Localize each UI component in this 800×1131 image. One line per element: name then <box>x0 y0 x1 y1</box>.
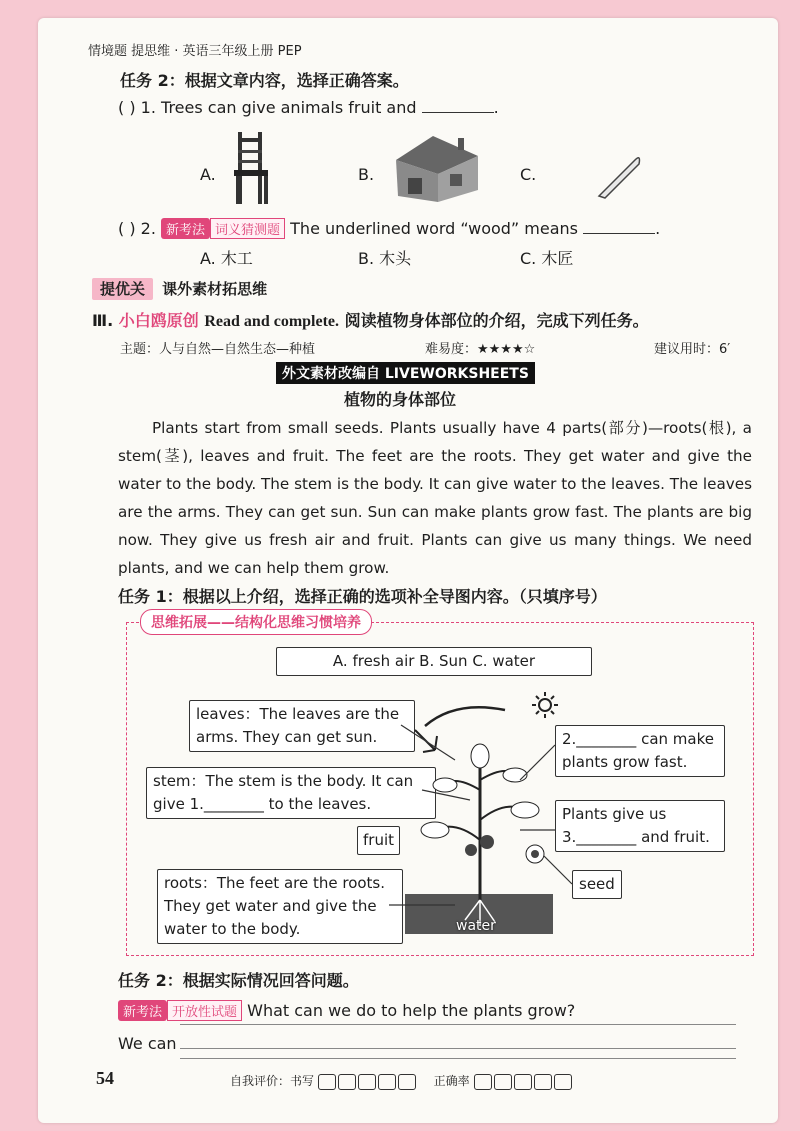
section3-cn: 阅读植物身体部位的介绍，完成下列任务。 <box>344 311 649 330</box>
q2-option-c[interactable]: C. 木匠 <box>520 249 574 268</box>
q2-option-b[interactable]: B. 木头 <box>358 249 412 268</box>
thumb-icon[interactable] <box>398 1074 416 1090</box>
plants-give-line1: Plants give us <box>562 805 667 823</box>
book-header: 情境题 提思维 · 英语三年级上册 PEP <box>88 44 302 59</box>
sun-effect-box[interactable]: 2.________ can make plants grow fast. <box>555 725 725 777</box>
section3-title: Read and complete. <box>204 313 340 330</box>
level-label: 提优关 <box>92 278 153 300</box>
q1-text: Trees can give animals fruit and <box>161 98 417 117</box>
q1-option-c[interactable]: C. <box>520 165 537 184</box>
brand-label: 小白鸥原创 <box>118 311 199 330</box>
word-guess-badge: 词义猜测题 <box>210 218 285 239</box>
thumb-icon[interactable] <box>358 1074 376 1090</box>
options-box: A. fresh air B. Sun C. water <box>276 647 592 676</box>
q1-option-b[interactable]: B. <box>358 165 375 184</box>
q2-end: . <box>655 219 661 238</box>
task2-title: 任务 2：根据文章内容，选择正确答案。 <box>120 71 409 90</box>
q2-option-a[interactable]: A. 木工 <box>200 249 253 268</box>
leaves-box: leaves：The leaves are the arms. They can get sun. <box>189 700 415 752</box>
answer-line-1[interactable] <box>180 1024 736 1025</box>
plants-give-line2[interactable]: 3.________ and fruit. <box>562 828 710 846</box>
level-title: 课外素材拓思维 <box>162 280 268 298</box>
open-question-text: What can we do to help the plants grow? <box>247 1001 576 1020</box>
article-title: 植物的身体部位 <box>343 390 456 409</box>
thumb-icon[interactable] <box>534 1074 552 1090</box>
difficulty-text: 难易度：★★★★☆ <box>425 342 536 357</box>
self-eval <box>230 1072 574 1090</box>
new-method-badge: 新考法 <box>161 218 210 239</box>
thumb-icon[interactable] <box>378 1074 396 1090</box>
thumb-icon[interactable] <box>474 1074 492 1090</box>
theme-text: 主题：人与自然—自然生态—种植 <box>120 342 316 357</box>
thumb-icon[interactable] <box>338 1074 356 1090</box>
open-question-badge: 开放性试题 <box>167 1000 242 1021</box>
thumb-icon[interactable] <box>554 1074 572 1090</box>
q1-answer-paren[interactable]: ( ) <box>118 98 136 117</box>
fruit-label: fruit <box>357 826 400 855</box>
water-label: water <box>456 918 496 934</box>
open-question-row <box>118 1000 575 1021</box>
source-banner: 外文素材改编自 LIVEWORKSHEETS <box>276 362 535 384</box>
answer-line-3[interactable] <box>180 1058 736 1059</box>
q2-text: The underlined word “wood” means <box>290 219 579 238</box>
roots-box: roots：The feet are the roots. They get water and give the water to the body. <box>157 869 403 944</box>
task2-bottom-title: 任务 2：根据实际情况回答问题。 <box>118 971 359 990</box>
q1-option-a[interactable]: A. <box>200 165 216 184</box>
q2-answer-paren[interactable]: ( ) <box>118 219 136 238</box>
stem-line2[interactable]: give 1.________ to the leaves. <box>153 795 372 813</box>
q2-number: 2. <box>140 219 156 238</box>
mindmap-banner: 思维拓展——结构化思维习惯培养 <box>140 609 372 635</box>
time-text: 建议用时：6′ <box>654 342 731 357</box>
thumb-icon[interactable] <box>318 1074 336 1090</box>
section3-num: Ⅲ. <box>92 311 114 330</box>
seed-label: seed <box>572 870 622 899</box>
q1-end: . <box>493 98 499 117</box>
task1-title: 任务 1：根据以上介绍，选择正确的选项补全导图内容。（只填序号） <box>118 587 607 606</box>
article-body: Plants start from small seeds. Plants usually have 4 parts(部分)—roots(根), a stem(茎), leaves and fruit. The feet are the roots. They get water and give the water to the body. The stem is the body. It can give water to the leaves. The leaves are the arms. They can get sun. Sun can make plants grow fast. The plants are big now. They give us fresh air and fruit. Plants can give us many things. We need plants, and we can help them grow. <box>118 419 752 577</box>
accuracy-label: 正确率 <box>433 1074 470 1088</box>
thumb-icon[interactable] <box>494 1074 512 1090</box>
self-eval-label: 自我评价：书写 <box>230 1074 315 1088</box>
q1-number: 1. <box>140 98 156 117</box>
page-number: 54 <box>96 1068 114 1088</box>
thumb-icon[interactable] <box>514 1074 532 1090</box>
stem-line1: stem：The stem is the body. It can <box>153 772 414 790</box>
answer-prefix: We can <box>118 1034 177 1053</box>
new-method-badge-2: 新考法 <box>118 1000 167 1021</box>
answer-line-2[interactable] <box>180 1048 736 1049</box>
